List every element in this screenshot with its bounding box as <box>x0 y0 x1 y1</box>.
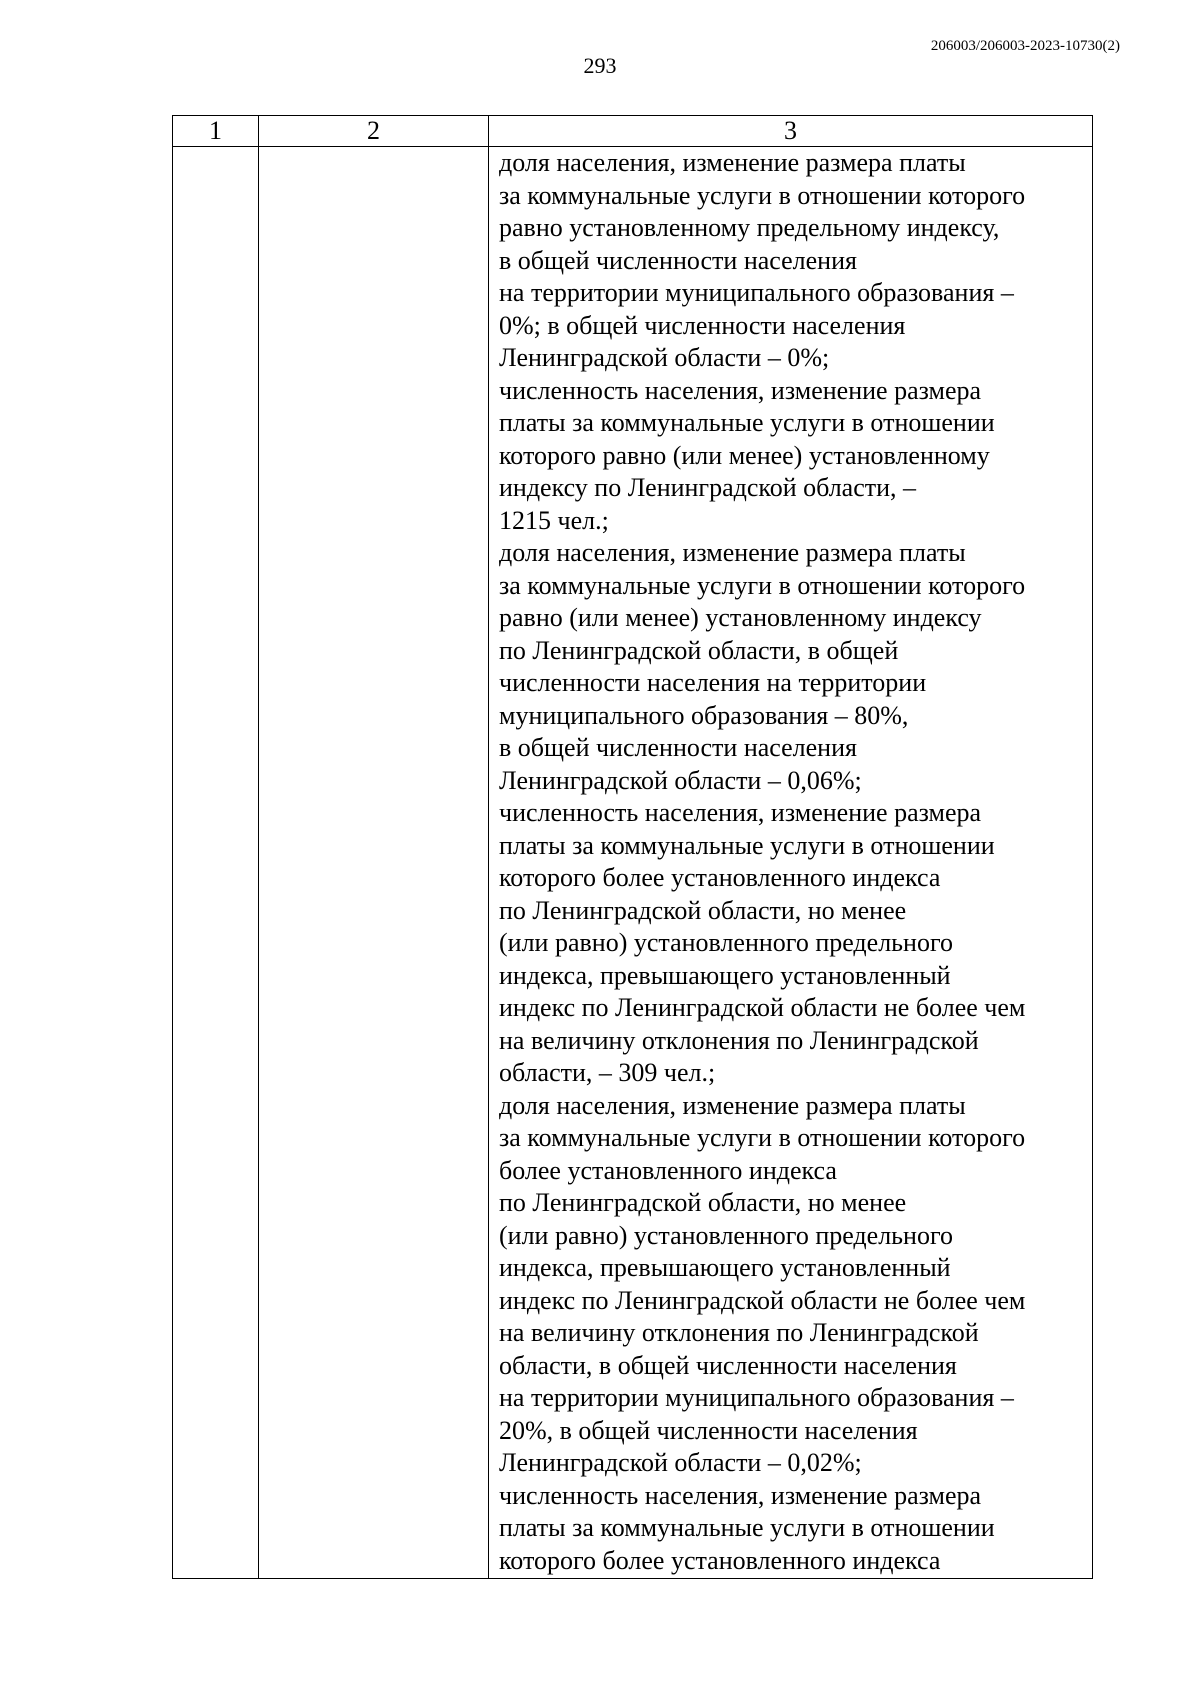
text-line: которого более установленного индекса <box>499 1545 941 1575</box>
text-line: на величину отклонения по Ленинградской <box>499 1025 979 1055</box>
cell-col3 <box>489 147 1093 1579</box>
text-line: равно (или менее) установленному индексу <box>499 603 982 632</box>
page-number: 293 <box>583 53 617 78</box>
text-line: Ленинградской области – 0,06%; <box>499 765 862 795</box>
text-line: на величину отклонения по Ленинградской <box>499 1318 979 1347</box>
text-line: более установленного индекса <box>499 1155 837 1185</box>
column-header-2: 2 <box>259 116 489 147</box>
text-line: численности населения на территории <box>499 668 927 697</box>
text-line: которого более установленного индекса <box>499 863 941 892</box>
text-line: численность населения, изменение размера <box>499 375 982 405</box>
text-line: доля населения, изменение размера платы <box>499 1090 966 1120</box>
text-line: платы за коммунальные услуги в отношении <box>499 830 995 860</box>
text-line: численность населения, изменение размера <box>499 798 982 827</box>
text-line: которого равно (или менее) установленному <box>499 440 990 470</box>
text-line: в общей численности населения <box>499 245 857 275</box>
cell-col2 <box>259 147 489 1579</box>
text-line: индекс по Ленинградской области не более чем <box>499 993 1026 1022</box>
table-header-row <box>173 116 1093 147</box>
text-line: равно установленному предельному индексу, <box>499 213 1000 242</box>
cell-col3-text <box>489 147 1092 1577</box>
text-line: за коммунальные услуги в отношении которого <box>499 1123 1026 1152</box>
text-line: на территории муниципального образования – <box>499 278 1014 307</box>
text-line: 20%, в общей численности населения <box>499 1415 918 1445</box>
text-line: (или равно) установленного предельного <box>499 1220 953 1250</box>
text-line: области, – 309 чел.; <box>499 1058 716 1087</box>
column-header-1: 1 <box>173 116 259 147</box>
data-table <box>172 115 1093 1579</box>
text-line: в общей численности населения <box>499 733 857 762</box>
text-line: индекса, превышающего установленный <box>499 960 951 990</box>
document-id: 206003/206003-2023-10730(2) <box>930 38 1120 54</box>
text-line: за коммунальные услуги в отношении которого <box>499 570 1026 600</box>
text-line: доля населения, изменение размера платы <box>499 538 966 567</box>
text-line: Ленинградской области – 0,02%; <box>499 1448 862 1477</box>
text-line: по Ленинградской области, в общей <box>499 635 899 665</box>
text-line: на территории муниципального образования – <box>499 1383 1014 1412</box>
text-line: по Ленинградской области, но менее <box>499 895 907 925</box>
text-line: за коммунальные услуги в отношении которого <box>499 180 1026 210</box>
table-row <box>173 147 1093 1579</box>
text-line: численность населения, изменение размера <box>499 1480 982 1510</box>
text-line: Ленинградской области – 0%; <box>499 343 830 372</box>
text-line: индексу по Ленинградской области, – <box>499 473 917 502</box>
text-line: 1215 чел.; <box>499 505 609 535</box>
text-line: 0%; в общей численности населения <box>499 310 906 340</box>
text-line: индекс по Ленинградской области не более чем <box>499 1285 1026 1315</box>
text-line: по Ленинградской области, но менее <box>499 1188 907 1217</box>
text-line: муниципального образования – 80%, <box>499 700 909 730</box>
cell-col1 <box>173 147 259 1579</box>
text-line: доля населения, изменение размера платы <box>499 148 966 177</box>
column-header-3: 3 <box>489 116 1093 147</box>
text-line: индекса, превышающего установленный <box>499 1253 951 1282</box>
text-line: области, в общей численности населения <box>499 1350 957 1380</box>
text-line: платы за коммунальные услуги в отношении <box>499 1513 995 1542</box>
text-line: платы за коммунальные услуги в отношении <box>499 408 995 437</box>
text-line: (или равно) установленного предельного <box>499 928 953 957</box>
